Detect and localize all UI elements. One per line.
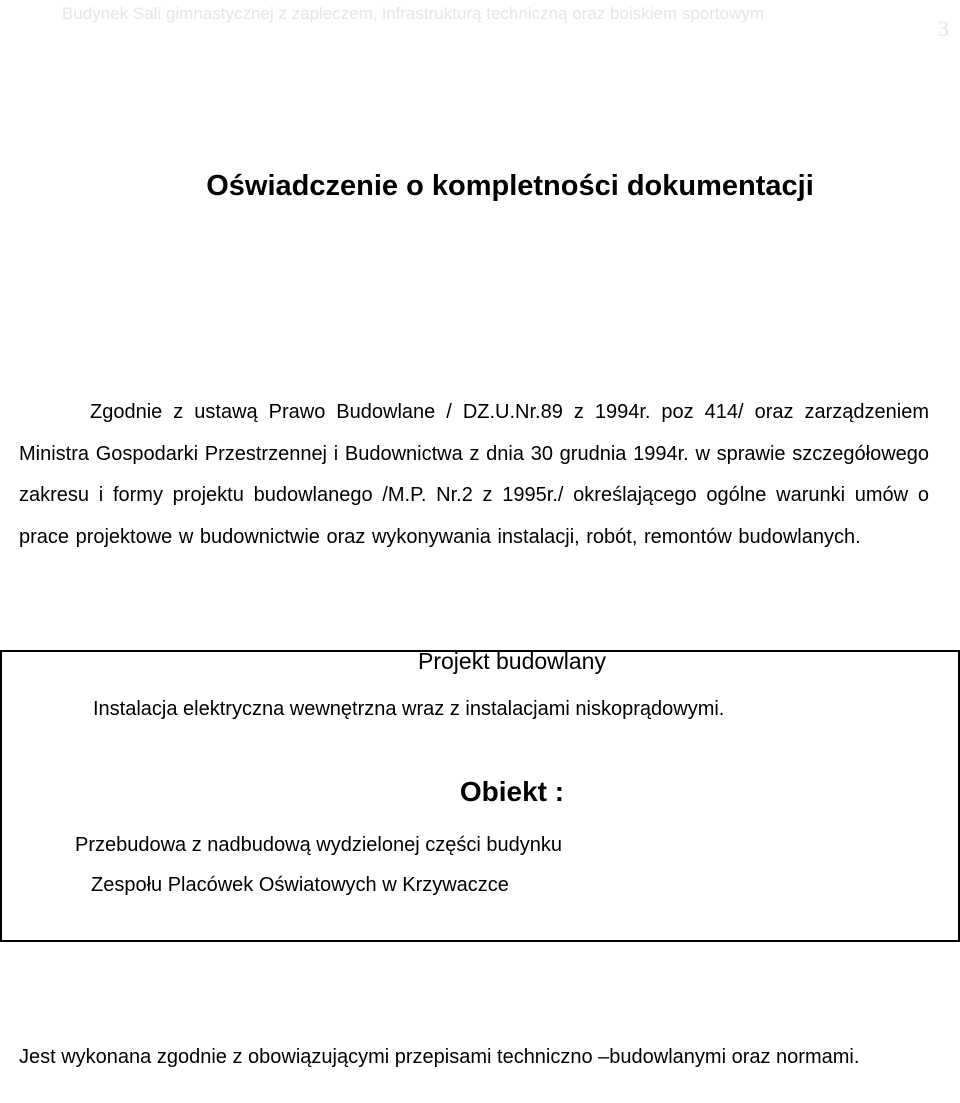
project-description: Instalacja elektryczna wewnętrzna wraz z instalacjami niskoprądowymi.: [93, 698, 725, 720]
closing-statement: Jest wykonana zgodnie z obowiązującymi przepisami techniczno –budowlanymi oraz normami.: [19, 1046, 860, 1068]
page-number: 3: [938, 16, 949, 41]
project-info-box: [0, 650, 960, 942]
object-description-line-2: Zespołu Placówek Oświatowych w Krzywaczce: [91, 874, 509, 896]
object-description-line-1: Przebudowa z nadbudową wydzielonej części budynku: [75, 834, 562, 856]
object-heading: Obiekt :: [459, 776, 565, 807]
intro-paragraph: Zgodnie z ustawą Prawo Budowlane / DZ.U.Nr.89 z 1994r. poz 414/ oraz zarządzeniem Ministra Gospodarki Przestrzennej i Budownictwa z dnia 30 grudnia 1994r. w sprawie szczegółowego zakresu i formy projektu budowlanego /M.P. Nr.2 z 1995r./ określającego ogólne warunki umów o prace projektowe w budownictwie oraz wykonywania instalacji, robót, remontów budowlanych.: [19, 401, 929, 548]
project-heading: Projekt budowlany: [418, 648, 606, 674]
document-title: Oświadczenie o kompletności dokumentacji: [206, 170, 814, 202]
running-header: Budynek Sali gimnastycznej z zapleczem, infrastrukturą techniczną oraz boiskiem sportowym: [62, 4, 765, 23]
